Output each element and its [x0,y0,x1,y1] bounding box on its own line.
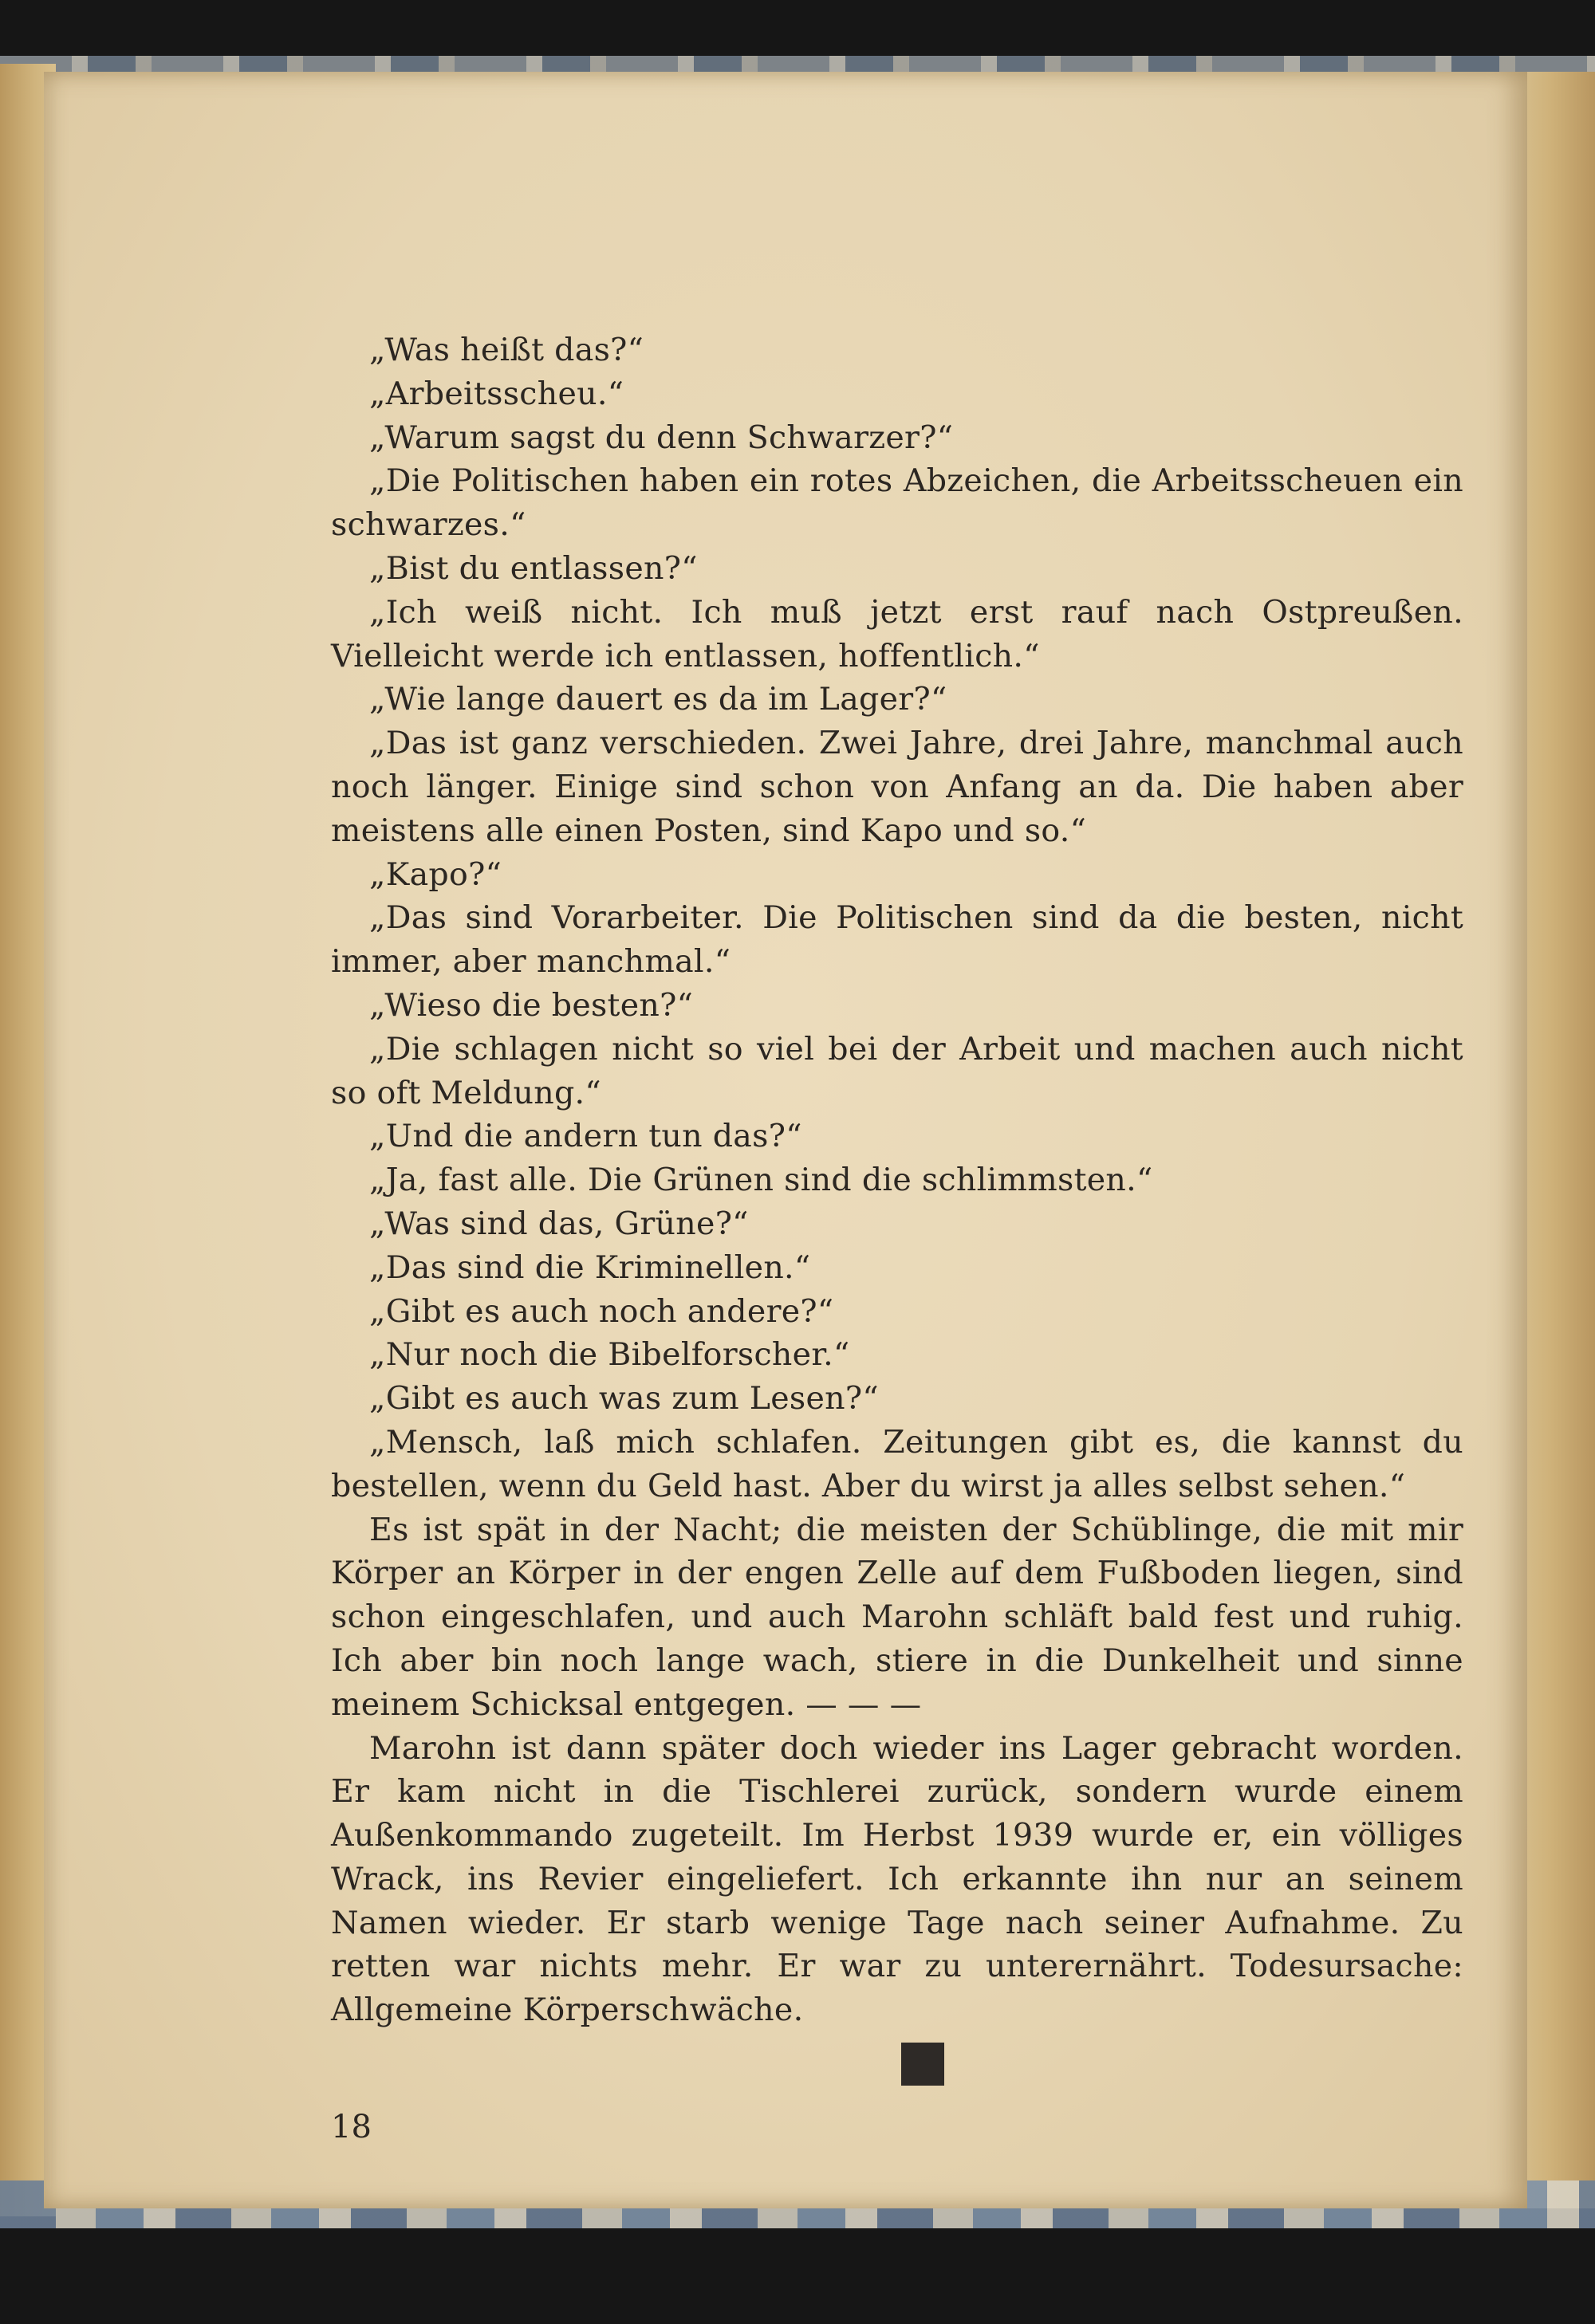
paragraph: „Das sind Vorarbeiter. Die Politischen sind da die besten, nicht immer, aber manchmal.“ [331,899,1463,981]
paragraph: Es ist spät in der Nacht; die meisten der Schüblinge, die mit mir Körper an Körper in der engen Zelle auf dem Fußboden liegen, sind schon eingeschlafen, und auch Marohn schläft bald fest und ruhig. Ich aber bin noch lange wach, stiere in die Dunkelheit und sinne meinem Schicksal entgegen. — — — [331,1511,1463,1723]
paragraph: „Ich weiß nicht. Ich muß jetzt erst rauf nach Ostpreußen. Vielleicht werde ich entlassen, hoffentlich.“ [331,593,1463,674]
paragraph: „Was sind das, Grüne?“ [369,1205,749,1242]
paragraph: „Wieso die besten?“ [369,986,694,1024]
paragraph: „Ja, fast alle. Die Grünen sind die schlimmsten.“ [369,1162,1153,1199]
paragraph: „Und die andern tun das?“ [369,1118,802,1155]
paragraph: Marohn ist dann später doch wieder ins Lager gebracht worden. Er kam nicht in die Tischlerei zurück, sondern wurde einem Außenkommando zugeteilt. Im Herbst 1939 wurde er, ein völliges Wrack, ins Revier eingeliefert. Ich erkannte ihn nur an seinem Namen wieder. Er starb wenige Tage nach seiner Aufnahme. Zu retten war nichts mehr. Er war zu unterernährt. Todesursache: Allgemeine Körperschwäche. [331,1729,1463,2029]
body-text [331,328,1463,2032]
paragraph: „Mensch, laß mich schlafen. Zeitungen gibt es, die kannst du bestellen, wenn du Geld hast. Aber du wirst ja alles selbst sehen.“ [331,1423,1463,1504]
book-page [44,72,1527,2208]
paragraph: „Das ist ganz verschieden. Zwei Jahre, drei Jahre, manchmal auch noch länger. Einige sind schon von Anfang an da. Die haben aber meistens alle einen Posten, sind Kapo und so.“ [331,725,1463,849]
paragraph: „Kapo?“ [369,855,502,893]
paragraph: „Warum sagst du denn Schwarzer?“ [369,419,954,456]
paragraph: „Das sind die Kriminellen.“ [369,1249,811,1286]
paragraph: „Nur noch die Bibelforscher.“ [369,1336,850,1374]
paragraph: „Was heißt das?“ [369,332,644,368]
paragraph: „Bist du entlassen?“ [369,549,698,587]
paragraph: „Die schlagen nicht so viel bei der Arbeit und machen auch nicht so oft Meldung.“ [331,1030,1463,1111]
page-number: 18 [331,2109,372,2145]
end-of-chapter-mark [901,2043,944,2086]
paragraph: „Gibt es auch noch andere?“ [369,1292,834,1330]
cover-edge-right [1519,72,1595,2208]
paragraph: „Arbeitsscheu.“ [369,375,624,412]
paragraph: „Wie lange dauert es da im Lager?“ [369,681,947,718]
paragraph: „Gibt es auch was zum Lesen?“ [369,1380,879,1418]
paragraph: „Die Politischen haben ein rotes Abzeichen, die Arbeitsscheuen ein schwarzes.“ [331,462,1463,544]
